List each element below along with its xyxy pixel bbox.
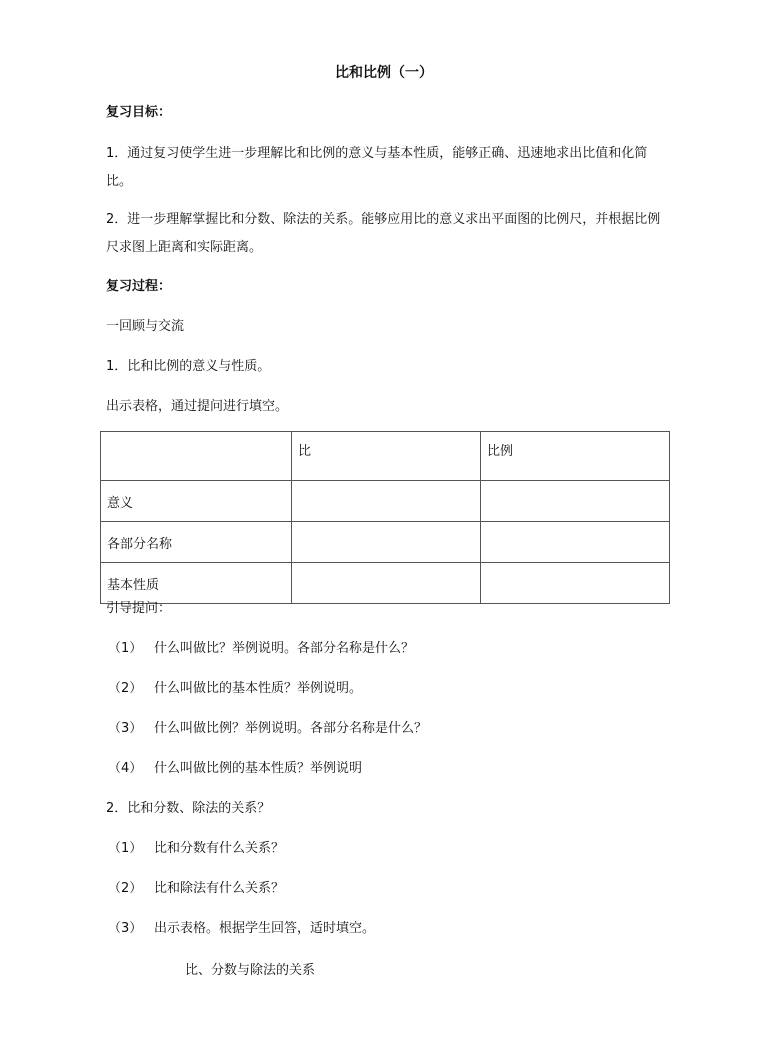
question-item <box>108 680 362 698</box>
point-2: 2．比和分数、除法的关系？ <box>106 801 271 816</box>
goal-2: 2．进一步理解掌握比和分数、除法的关系。能够应用比的意义求出平面图的比例尺，并根据比例尺求图上距离和实际距离。 <box>106 212 661 255</box>
table-cell <box>481 481 670 522</box>
table-header-cell <box>101 432 292 481</box>
question-text: 什么叫做比例？举例说明。各部分名称是什么？ <box>154 721 428 736</box>
sub-question-text: 出示表格。根据学生回答，适时填空。 <box>154 921 376 936</box>
table-row-label: 基本性质 <box>101 563 292 604</box>
table-row-label: 各部分名称 <box>101 522 292 563</box>
sub-question-text: 比和分数有什么关系？ <box>154 841 285 856</box>
table-intro: 出示表格，通过提问进行填空。 <box>106 399 289 414</box>
table-cell <box>481 522 670 563</box>
question-text: 什么叫做比？举例说明。各部分名称是什么？ <box>154 641 415 656</box>
question-number: （1） <box>108 641 143 656</box>
guide-heading: 引导提问： <box>106 601 172 616</box>
question-number: （2） <box>108 681 143 696</box>
question-text: 什么叫做比的基本性质？举例说明。 <box>154 681 363 696</box>
section-1-heading: 一回顾与交流 <box>106 319 185 334</box>
table-row <box>101 522 670 563</box>
table-cell <box>292 481 481 522</box>
comparison-table <box>100 431 670 604</box>
sub-question-item <box>108 920 375 938</box>
question-item <box>108 760 362 778</box>
goals-heading: 复习目标： <box>106 105 172 120</box>
goal-1: 1．通过复习使学生进一步理解比和比例的意义与基本性质，能够正确、迅速地求出比值和化简比。 <box>106 146 648 189</box>
table-row <box>101 481 670 522</box>
question-item <box>108 720 427 738</box>
table-header-cell: 比例 <box>481 432 670 481</box>
point-1: 1．比和比例的意义与性质。 <box>106 359 271 374</box>
table-cell <box>481 563 670 604</box>
table-row <box>101 563 670 604</box>
sub-question-text: 比和除法有什么关系？ <box>154 881 285 896</box>
question-text: 什么叫做比例的基本性质？举例说明 <box>154 761 363 776</box>
table-2-caption: 比、分数与除法的关系 <box>185 963 316 978</box>
table-header-cell: 比 <box>292 432 481 481</box>
process-heading: 复习过程： <box>106 279 172 294</box>
question-item <box>108 640 414 658</box>
question-number: （3） <box>108 721 143 736</box>
sub-question-number: （2） <box>108 881 143 896</box>
question-number: （4） <box>108 761 143 776</box>
table-cell <box>292 522 481 563</box>
table-cell <box>292 563 481 604</box>
sub-question-number: （1） <box>108 841 143 856</box>
sub-question-item <box>108 840 284 858</box>
sub-question-item <box>108 880 284 898</box>
table-row-label: 意义 <box>101 481 292 522</box>
page-title: 比和比例（一） <box>335 65 433 81</box>
table-header-row <box>101 432 670 481</box>
sub-question-number: （3） <box>108 921 143 936</box>
